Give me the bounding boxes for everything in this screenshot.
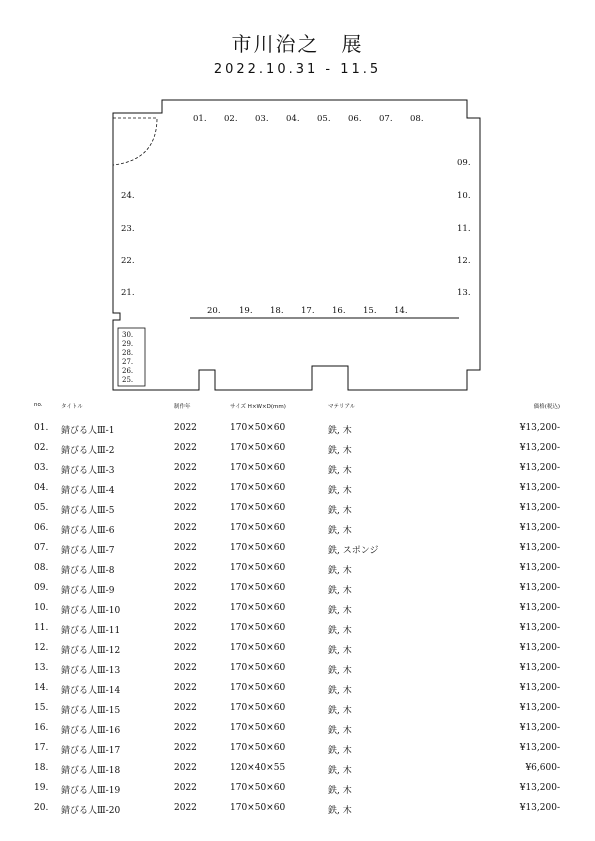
row-no: 02. xyxy=(34,443,49,453)
header-year: 制作年 xyxy=(174,404,191,410)
row-price: ¥13,200- xyxy=(519,783,560,793)
row-no: 05. xyxy=(34,503,49,513)
row-year: 2022 xyxy=(174,543,197,553)
row-title: 錆びる人Ⅲ-11 xyxy=(61,626,121,636)
row-no: 16. xyxy=(34,723,49,733)
row-size: 170×50×60 xyxy=(230,603,286,613)
row-no: 13. xyxy=(34,663,49,673)
row-no: 03. xyxy=(34,463,49,473)
position-label: 16. xyxy=(332,306,346,316)
position-label: 27. xyxy=(122,358,134,366)
row-material: 鉄, 木 xyxy=(328,706,352,716)
row-title: 錆びる人Ⅲ-16 xyxy=(61,726,121,736)
row-price: ¥13,200- xyxy=(519,523,560,533)
row-material: 鉄, 木 xyxy=(328,726,352,736)
row-size: 170×50×60 xyxy=(230,423,286,433)
row-price: ¥13,200- xyxy=(519,443,560,453)
row-year: 2022 xyxy=(174,443,197,453)
position-label: 05. xyxy=(317,114,331,124)
row-no: 07. xyxy=(34,543,49,553)
table-row xyxy=(0,623,595,643)
row-no: 19. xyxy=(34,783,49,793)
row-price: ¥13,200- xyxy=(519,423,560,433)
row-no: 09. xyxy=(34,583,49,593)
left-wall-labels xyxy=(121,191,135,298)
row-size: 170×50×60 xyxy=(230,723,286,733)
row-material: 鉄, 木 xyxy=(328,486,352,496)
table-row xyxy=(0,423,595,443)
row-year: 2022 xyxy=(174,483,197,493)
row-price: ¥13,200- xyxy=(519,463,560,473)
row-title: 錆びる人Ⅲ-20 xyxy=(61,806,121,816)
position-label: 20. xyxy=(207,306,221,316)
table-row xyxy=(0,463,595,483)
position-label: 04. xyxy=(286,114,300,124)
row-title: 錆びる人Ⅲ-5 xyxy=(61,506,115,516)
row-title: 錆びる人Ⅲ-2 xyxy=(61,446,115,456)
row-year: 2022 xyxy=(174,803,197,813)
row-size: 170×50×60 xyxy=(230,623,286,633)
row-year: 2022 xyxy=(174,703,197,713)
table-row xyxy=(0,583,595,603)
row-price: ¥13,200- xyxy=(519,603,560,613)
position-label: 24. xyxy=(121,191,135,201)
floor-plan-outline xyxy=(113,100,480,390)
position-label: 06. xyxy=(348,114,362,124)
header-material: マテリアル xyxy=(328,404,356,410)
row-size: 170×50×60 xyxy=(230,583,286,593)
row-no: 04. xyxy=(34,483,49,493)
exhibition-dates: 2022.10.31 - 11.5 xyxy=(213,62,382,77)
row-size: 170×50×60 xyxy=(230,443,286,453)
table-row xyxy=(0,703,595,723)
row-title: 錆びる人Ⅲ-1 xyxy=(61,426,115,436)
row-material: 鉄, 木 xyxy=(328,426,352,436)
row-material: 鉄, 木 xyxy=(328,646,352,656)
header-no: no. xyxy=(34,402,43,408)
row-year: 2022 xyxy=(174,423,197,433)
row-size: 170×50×60 xyxy=(230,683,286,693)
row-size: 170×50×60 xyxy=(230,563,286,573)
row-price: ¥13,200- xyxy=(519,483,560,493)
row-price: ¥13,200- xyxy=(519,643,560,653)
row-title: 錆びる人Ⅲ-10 xyxy=(61,606,121,616)
position-label: 03. xyxy=(255,114,269,124)
row-price: ¥13,200- xyxy=(519,803,560,813)
position-label: 17. xyxy=(301,306,315,316)
row-price: ¥13,200- xyxy=(519,663,560,673)
row-title: 錆びる人Ⅲ-8 xyxy=(61,566,115,576)
position-label: 07. xyxy=(379,114,393,124)
row-year: 2022 xyxy=(174,683,197,693)
row-size: 170×50×60 xyxy=(230,803,286,813)
right-wall-labels xyxy=(457,158,471,298)
position-label: 01. xyxy=(193,114,207,124)
row-price: ¥13,200- xyxy=(519,543,560,553)
row-no: 01. xyxy=(34,423,49,433)
position-label: 21. xyxy=(121,288,135,298)
table-row xyxy=(0,763,595,783)
row-price: ¥13,200- xyxy=(519,623,560,633)
row-size: 170×50×60 xyxy=(230,543,286,553)
table-row xyxy=(0,643,595,663)
position-label: 29. xyxy=(122,340,134,348)
position-label: 15. xyxy=(363,306,377,316)
position-label: 02. xyxy=(224,114,238,124)
row-price: ¥13,200- xyxy=(519,703,560,713)
position-label: 26. xyxy=(122,367,134,375)
row-title: 錆びる人Ⅲ-12 xyxy=(61,646,121,656)
row-title: 錆びる人Ⅲ-15 xyxy=(61,706,121,716)
row-material: 鉄, 木 xyxy=(328,526,352,536)
table-row xyxy=(0,803,595,823)
row-year: 2022 xyxy=(174,643,197,653)
row-year: 2022 xyxy=(174,463,197,473)
row-no: 11. xyxy=(34,623,49,633)
row-material: 鉄, 木 xyxy=(328,466,352,476)
exhibition-title: 市川治之 展 xyxy=(231,32,364,56)
row-material: 鉄, 木 xyxy=(328,586,352,596)
position-label: 12. xyxy=(457,256,471,266)
row-title: 錆びる人Ⅲ-9 xyxy=(61,586,115,596)
table-row xyxy=(0,783,595,803)
row-size: 170×50×60 xyxy=(230,503,286,513)
row-material: 鉄, 木 xyxy=(328,446,352,456)
row-year: 2022 xyxy=(174,603,197,613)
row-size: 170×50×60 xyxy=(230,483,286,493)
row-title: 錆びる人Ⅲ-7 xyxy=(61,546,115,556)
table-row xyxy=(0,483,595,503)
position-label: 14. xyxy=(394,306,408,316)
position-label: 19. xyxy=(239,306,253,316)
row-year: 2022 xyxy=(174,623,197,633)
table-row xyxy=(0,683,595,703)
position-label: 25. xyxy=(122,376,134,384)
row-no: 20. xyxy=(34,803,49,813)
row-size: 170×50×60 xyxy=(230,643,286,653)
row-price: ¥13,200- xyxy=(519,503,560,513)
row-no: 14. xyxy=(34,683,49,693)
position-label: 23. xyxy=(121,224,135,234)
position-label: 22. xyxy=(121,256,135,266)
row-title: 錆びる人Ⅲ-4 xyxy=(61,486,115,496)
position-label: 28. xyxy=(122,349,134,357)
table-row xyxy=(0,723,595,743)
top-wall-labels xyxy=(193,114,424,124)
row-year: 2022 xyxy=(174,723,197,733)
row-year: 2022 xyxy=(174,763,197,773)
center-line-labels xyxy=(207,306,408,316)
header-size: サイズ H×W×D(mm) xyxy=(230,404,286,410)
row-year: 2022 xyxy=(174,663,197,673)
table-row xyxy=(0,443,595,463)
table-row xyxy=(0,563,595,583)
row-year: 2022 xyxy=(174,523,197,533)
position-label: 11. xyxy=(457,224,471,234)
row-title: 錆びる人Ⅲ-17 xyxy=(61,746,121,756)
table-row xyxy=(0,603,595,623)
row-size: 170×50×60 xyxy=(230,523,286,533)
row-no: 10. xyxy=(34,603,49,613)
row-size: 170×50×60 xyxy=(230,463,286,473)
row-price: ¥13,200- xyxy=(519,683,560,693)
row-material: 鉄, 木 xyxy=(328,626,352,636)
row-size: 170×50×60 xyxy=(230,743,286,753)
row-size: 170×50×60 xyxy=(230,663,286,673)
row-year: 2022 xyxy=(174,503,197,513)
row-no: 15. xyxy=(34,703,49,713)
row-title: 錆びる人Ⅲ-14 xyxy=(61,686,121,696)
position-label: 13. xyxy=(457,288,471,298)
table-row xyxy=(0,503,595,523)
row-material: 鉄, 木 xyxy=(328,566,352,576)
row-material: 鉄, 木 xyxy=(328,766,352,776)
row-title: 錆びる人Ⅲ-19 xyxy=(61,786,121,796)
box-stack-labels xyxy=(122,331,133,384)
row-price: ¥13,200- xyxy=(519,583,560,593)
row-year: 2022 xyxy=(174,563,197,573)
door-swing xyxy=(113,118,157,165)
row-size: 120×40×55 xyxy=(230,763,286,773)
row-year: 2022 xyxy=(174,743,197,753)
row-material: 鉄, 木 xyxy=(328,666,352,676)
table-row xyxy=(0,543,595,563)
header-price: 価格(税込) xyxy=(533,404,560,410)
row-material: 鉄, 木 xyxy=(328,606,352,616)
table-row xyxy=(0,523,595,543)
row-size: 170×50×60 xyxy=(230,703,286,713)
row-price: ¥6,600- xyxy=(525,763,560,773)
row-price: ¥13,200- xyxy=(519,743,560,753)
position-label: 09. xyxy=(457,158,471,168)
row-material: 鉄, 木 xyxy=(328,786,352,796)
row-title: 錆びる人Ⅲ-18 xyxy=(61,766,121,776)
row-no: 18. xyxy=(34,763,49,773)
row-material: 鉄, 木 xyxy=(328,506,352,516)
row-material: 鉄, 木 xyxy=(328,686,352,696)
row-year: 2022 xyxy=(174,783,197,793)
floor-plan xyxy=(0,0,595,400)
row-material: 鉄, スポンジ xyxy=(328,546,379,556)
position-label: 30. xyxy=(122,331,134,339)
table-row xyxy=(0,663,595,683)
row-title: 錆びる人Ⅲ-3 xyxy=(61,466,115,476)
row-price: ¥13,200- xyxy=(519,723,560,733)
row-no: 12. xyxy=(34,643,49,653)
row-no: 17. xyxy=(34,743,49,753)
row-size: 170×50×60 xyxy=(230,783,286,793)
position-label: 18. xyxy=(270,306,284,316)
row-material: 鉄, 木 xyxy=(328,746,352,756)
row-no: 06. xyxy=(34,523,49,533)
row-title: 錆びる人Ⅲ-6 xyxy=(61,526,115,536)
position-label: 10. xyxy=(457,191,471,201)
header-title: タイトル xyxy=(61,404,83,410)
row-title: 錆びる人Ⅲ-13 xyxy=(61,666,121,676)
position-label: 08. xyxy=(410,114,424,124)
table-row xyxy=(0,743,595,763)
row-no: 08. xyxy=(34,563,49,573)
row-year: 2022 xyxy=(174,583,197,593)
row-material: 鉄, 木 xyxy=(328,806,352,816)
row-price: ¥13,200- xyxy=(519,563,560,573)
